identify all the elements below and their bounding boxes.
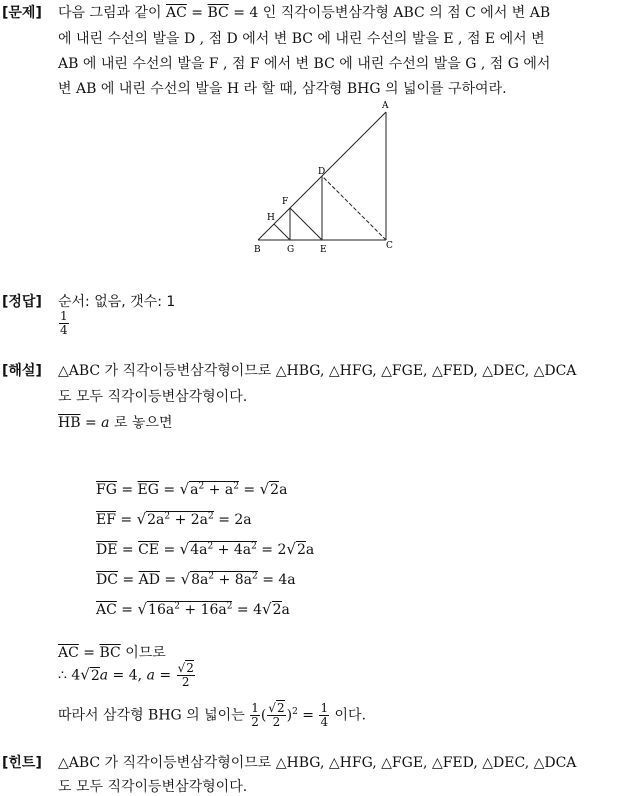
final-prefix: 따라서 삼각형 BHG 의 넓이는 <box>58 707 245 724</box>
hint-label: [힌트] <box>2 755 42 771</box>
equation-fg: $\overline{FG} = \overline{EG} = √a^2 + a^2 = √2a$ <box>96 480 288 498</box>
problem-line-2: 에 내린 수선의 발을 D , 점 D 에서 변 BC 에 내린 수선의 발을 E , 점 E 에서 변 <box>58 31 545 47</box>
segment-gh <box>274 224 290 240</box>
since-suffix: 이므로 <box>125 645 166 661</box>
problem-line-4: 변 AB 에 내린 수선의 발을 H 라 할 때, 삼각형 BHG 의 넓이를 구하여라. <box>58 81 507 97</box>
equation-de: $\overline{DE} = \overline{CE} = √4a^2 + 4a^2 = 2√2a$ <box>96 540 315 558</box>
since-line: $\overline{AC} = \overline{BC}$ 이므로 <box>58 645 166 661</box>
triangle-figure <box>248 98 408 258</box>
label-h: H <box>267 213 275 223</box>
explanation-line-3: $\overline{HB} = a$ 로 놓으면 <box>58 415 173 431</box>
explanation-line-1: △ABC 가 직각이등변삼각형이므로 △HBG, △HFG, △FGE, △FED, △DEC, △DCA <box>58 363 577 379</box>
hint-line-1: △ABC 가 직각이등변삼각형이므로 △HBG, △HFG, △FGE, △FED, △DEC, △DCA <box>58 755 577 771</box>
hint-line-2: 도 모두 직각이등변삼각형이다. <box>58 779 248 795</box>
problem-label: [문제] <box>2 5 42 21</box>
problem-line-1: 다음 그림과 같이 $\overline{AC} = \overline{BC} = 4$ 인 직각이등변삼각형 ABC 의 점 C 에서 변 AB <box>58 5 551 21</box>
answer-text: 순서: 없음, 갯수: 1 <box>58 294 176 310</box>
explanation-label: [해설] <box>2 363 42 379</box>
segment-ef <box>290 208 322 240</box>
explanation-line-2: 도 모두 직각이등변삼각형이다. <box>58 389 248 405</box>
label-c: C <box>386 241 393 251</box>
segment-cd <box>322 176 386 240</box>
final-suffix: 이다. <box>334 707 367 724</box>
label-d: D <box>318 167 326 177</box>
final-line: 따라서 삼각형 BHG 의 넓이는 $\frac{1}{2}$ ( $\frac{√2}{2}$ )$^2$ = $\frac{1}{4}$ 이다. <box>58 701 367 729</box>
explanation-line-3-suffix: 로 놓으면 <box>113 415 173 431</box>
answer-fraction: $\frac{1}{4}$ <box>60 309 68 337</box>
equation-dc: $\overline{DC} = \overline{AD} = √8a^2 + 8a^2 = 4a$ <box>96 570 296 588</box>
label-f: F <box>282 197 289 207</box>
label-a: A <box>382 101 389 111</box>
answer-label: [정답] <box>2 294 42 310</box>
problem-line-3: AB 에 내린 수선의 발을 F , 점 F 에서 변 BC 에 내린 수선의 발을 G , 점 G 에서 <box>58 56 551 72</box>
label-b: B <box>254 245 261 255</box>
label-g: G <box>287 245 295 255</box>
label-e: E <box>320 245 327 255</box>
equation-ac: $\overline{AC} = √16a^2 + 16a^2 = 4√2a$ <box>96 600 290 618</box>
equation-ef: $\overline{EF} = √2a^2 + 2a^2 = 2a$ <box>96 510 252 528</box>
therefore-line: ∴ 4√2a = 4, a = $\frac{√2}{2}$ <box>58 661 194 689</box>
